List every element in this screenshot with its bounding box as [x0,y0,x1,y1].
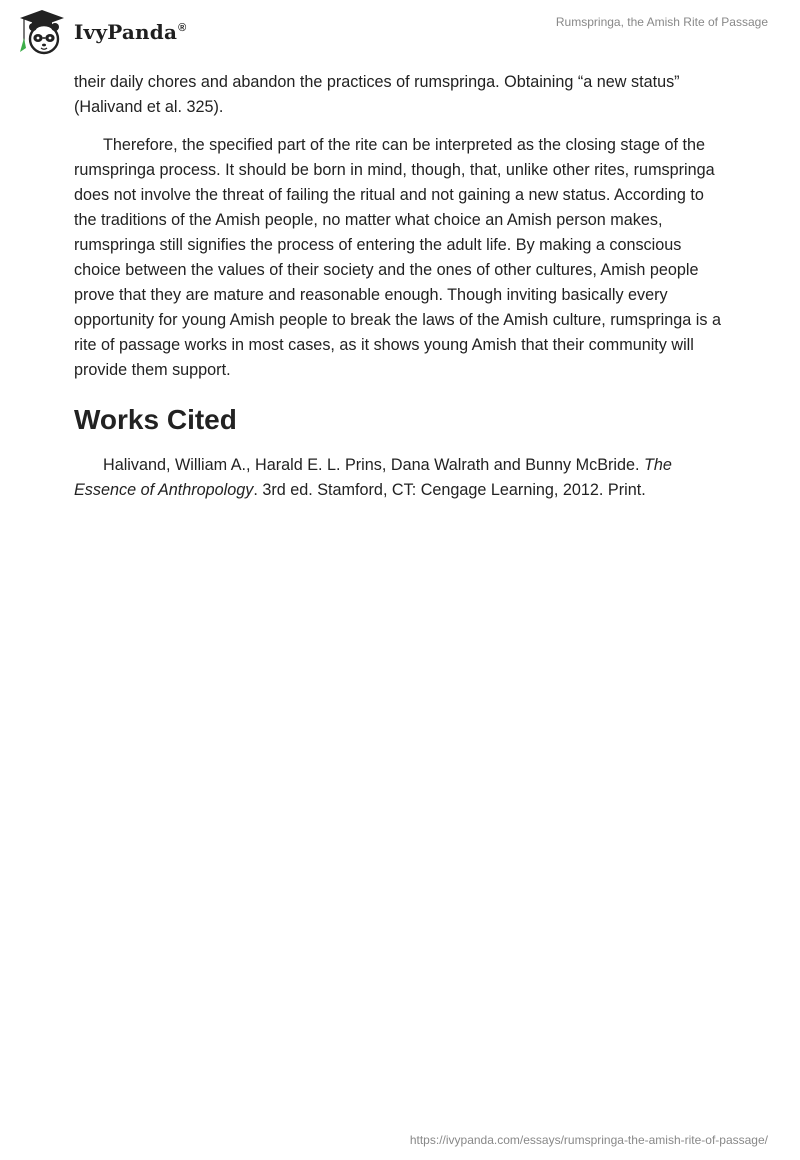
brand-name: IvyPanda® [74,20,187,44]
paragraph-conclusion: Therefore, the specified part of the rite can be interpreted as the closing stage of the rumspringa process. It should be born in mind, though, that, unlike other rites, rumspringa does not involve the threat of failing the ritual and not gaining a new status. According to the traditions of the Amish people, no matter what choice an Amish person makes, rumspringa still signifies the process of entering the adult life. By making a conscious choice between the values of their society and the ones of other cultures, Amish people prove that they are mature and reasonable enough. Though inviting basically every opportunity for young Amish people to break the laws of the Amish culture, rumspringa is a rite of passage works in most cases, as it shows young Amish that their community will provide them support. [74,136,721,379]
works-cited-heading: Works Cited [74,404,237,435]
citation-entry [74,453,728,503]
source-url[interactable]: https://ivypanda.com/essays/rumspringa-the-amish-rite-of-passage/ [409,1133,768,1147]
page-header [0,0,800,60]
registered-mark: ® [178,22,187,35]
citation-title: The Essence of Anthropology [74,456,672,499]
citation-details: . 3rd ed. Stamford, CT: Cengage Learning, 2012. Print. [253,481,646,499]
brand-logo[interactable] [14,8,186,56]
paragraph-continued: their daily chores and abandon the practices of rumspringa. Obtaining “a new status” (Halivand et al. 325). [74,73,680,116]
document-title: Rumspringa, the Amish Rite of Passage [555,15,768,29]
citation-authors: Halivand, William A., Harald E. L. Prins, Dana Walrath and Bunny McBride. [103,456,640,474]
essay-content [74,70,728,503]
panda-graduate-logo-icon [14,8,70,56]
